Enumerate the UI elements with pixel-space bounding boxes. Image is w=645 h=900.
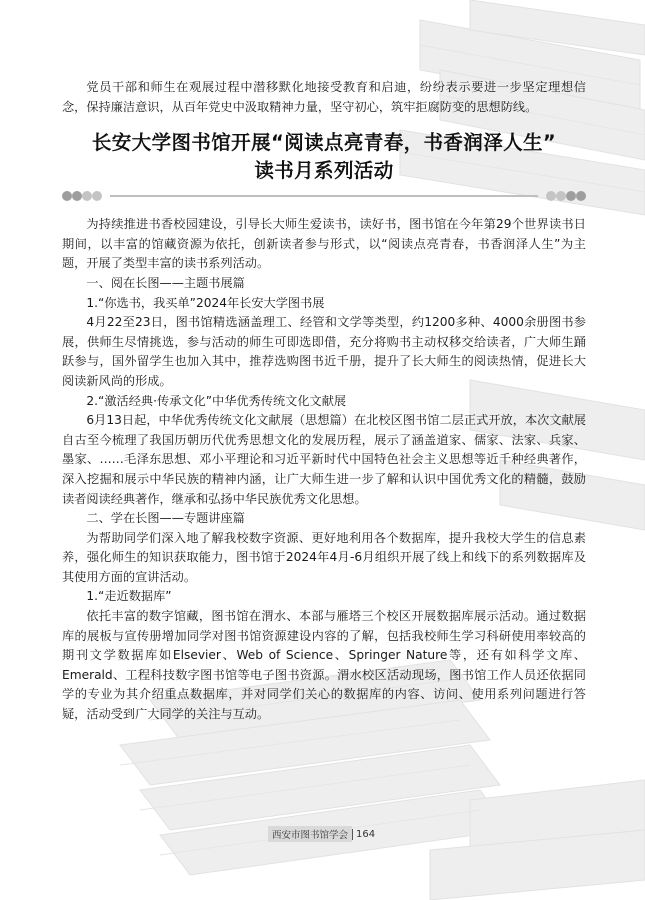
section1-heading: 一、阅在长图——主题书展篇 bbox=[86, 275, 245, 290]
intro-paragraph: 党员干部和师生在观展过程中潜移默化地接受教育和启迪，纷纷表示要进一步坚定理想信念，保持廉洁意识，从百年党史中汲取精神力量，坚守初心，筑牢拒腐防变的思想防线。 bbox=[62, 80, 586, 114]
divider-dot bbox=[62, 191, 72, 201]
item1-paragraph: 4月22至23日，图书馆精选涵盖理工、经管和文学等类型，约1200多种、4000余册图书参展，供师生尽情挑选，参与活动的师生可即选即借，充分将购书主动权移交给读者，广大师生踊跃参与，国外留学生也加入其中，推荐选购图书近千册，提升了长大师生的阅读热情，促进长大阅读新风尚的形成。 bbox=[62, 315, 586, 388]
section2-paragraph: 为帮助同学们深入地了解我校数字资源、更好地利用各个数据库，提升我校大学生的信息素养，强化师生的知识获取能力，图书馆于2024年4月-6月组织开展了线上和线下的系列数据库及其使用方面的宣讲活动。 bbox=[62, 530, 586, 584]
divider-line bbox=[110, 195, 538, 197]
divider-dot bbox=[82, 191, 92, 201]
item2-paragraph: 6月13日起，中华优秀传统文化文献展（思想篇）在北校区图书馆二层正式开放，本次文献展自古至今梳理了我国历朝历代优秀思想文化的发展历程，展示了涵盖道家、儒家、法家、兵家、墨家、……毛泽东思想、邓小平理论和习近平新时代中国特色社会主义思想等近千种经典著作，深入挖掘和展示中华民族的精神内涵，让广大师生进一步了解和认识中国优秀文化的精髓，鼓励读者阅读经典著作，继承和弘扬中华民族优秀文化思想。 bbox=[62, 413, 586, 506]
document-body bbox=[62, 78, 586, 725]
item3-paragraph: 依托丰富的数字馆藏，图书馆在渭水、本部与雁塔三个校区开展数据库展示活动。通过数据库的展板与宣传册增加同学对图书馆资源建设内容的了解，包括我校师生学习科研使用率较高的期刊文学数据库如Elsevier、Web of Science、Springer Nature等，还有如科学文库、Emerald、工程科技数字图书馆等电子图书资源。渭水校区活动现场，图书馆工作人员还依据同学的专业为其介绍重点数据库，并对同学们关心的数据库的内容、访问、使用系列问题进行答疑，活动受到广大同学的关注与互动。 bbox=[62, 609, 586, 722]
title-divider bbox=[62, 191, 586, 201]
item3-heading: 1.“走近数据库” bbox=[86, 589, 172, 604]
page-number: 164 bbox=[352, 829, 375, 840]
page-footer bbox=[268, 826, 375, 842]
footer-org: 西安市图书馆学会 bbox=[268, 826, 352, 842]
lead-paragraph: 为持续推进书香校园建设，引导长大师生爱读书，读好书，图书馆在今年第29个世界读书日期间，以丰富的馆藏资源为依托，创新读者参与形式，以“阅读点亮青春，书香润泽人生”为主题，开展了类型丰富的读书系列活动。 bbox=[62, 217, 586, 271]
article-title-line2: 读书月系列活动 bbox=[254, 159, 394, 183]
divider-dot bbox=[546, 191, 556, 201]
divider-dot bbox=[92, 191, 102, 201]
article-title-line1: 长安大学图书馆开展“阅读点亮青春，书香润泽人生” bbox=[91, 131, 557, 155]
divider-dot bbox=[576, 191, 586, 201]
article-title bbox=[62, 129, 586, 185]
divider-dot bbox=[556, 191, 566, 201]
item2-heading: 2.“激活经典·传承文化”中华优秀传统文化文献展 bbox=[86, 393, 347, 408]
section2-heading: 二、学在长图——专题讲座篇 bbox=[86, 511, 245, 526]
item1-heading: 1.“你选书，我买单”2024年长安大学图书展 bbox=[86, 295, 325, 310]
divider-dot bbox=[566, 191, 576, 201]
divider-dot bbox=[72, 191, 82, 201]
